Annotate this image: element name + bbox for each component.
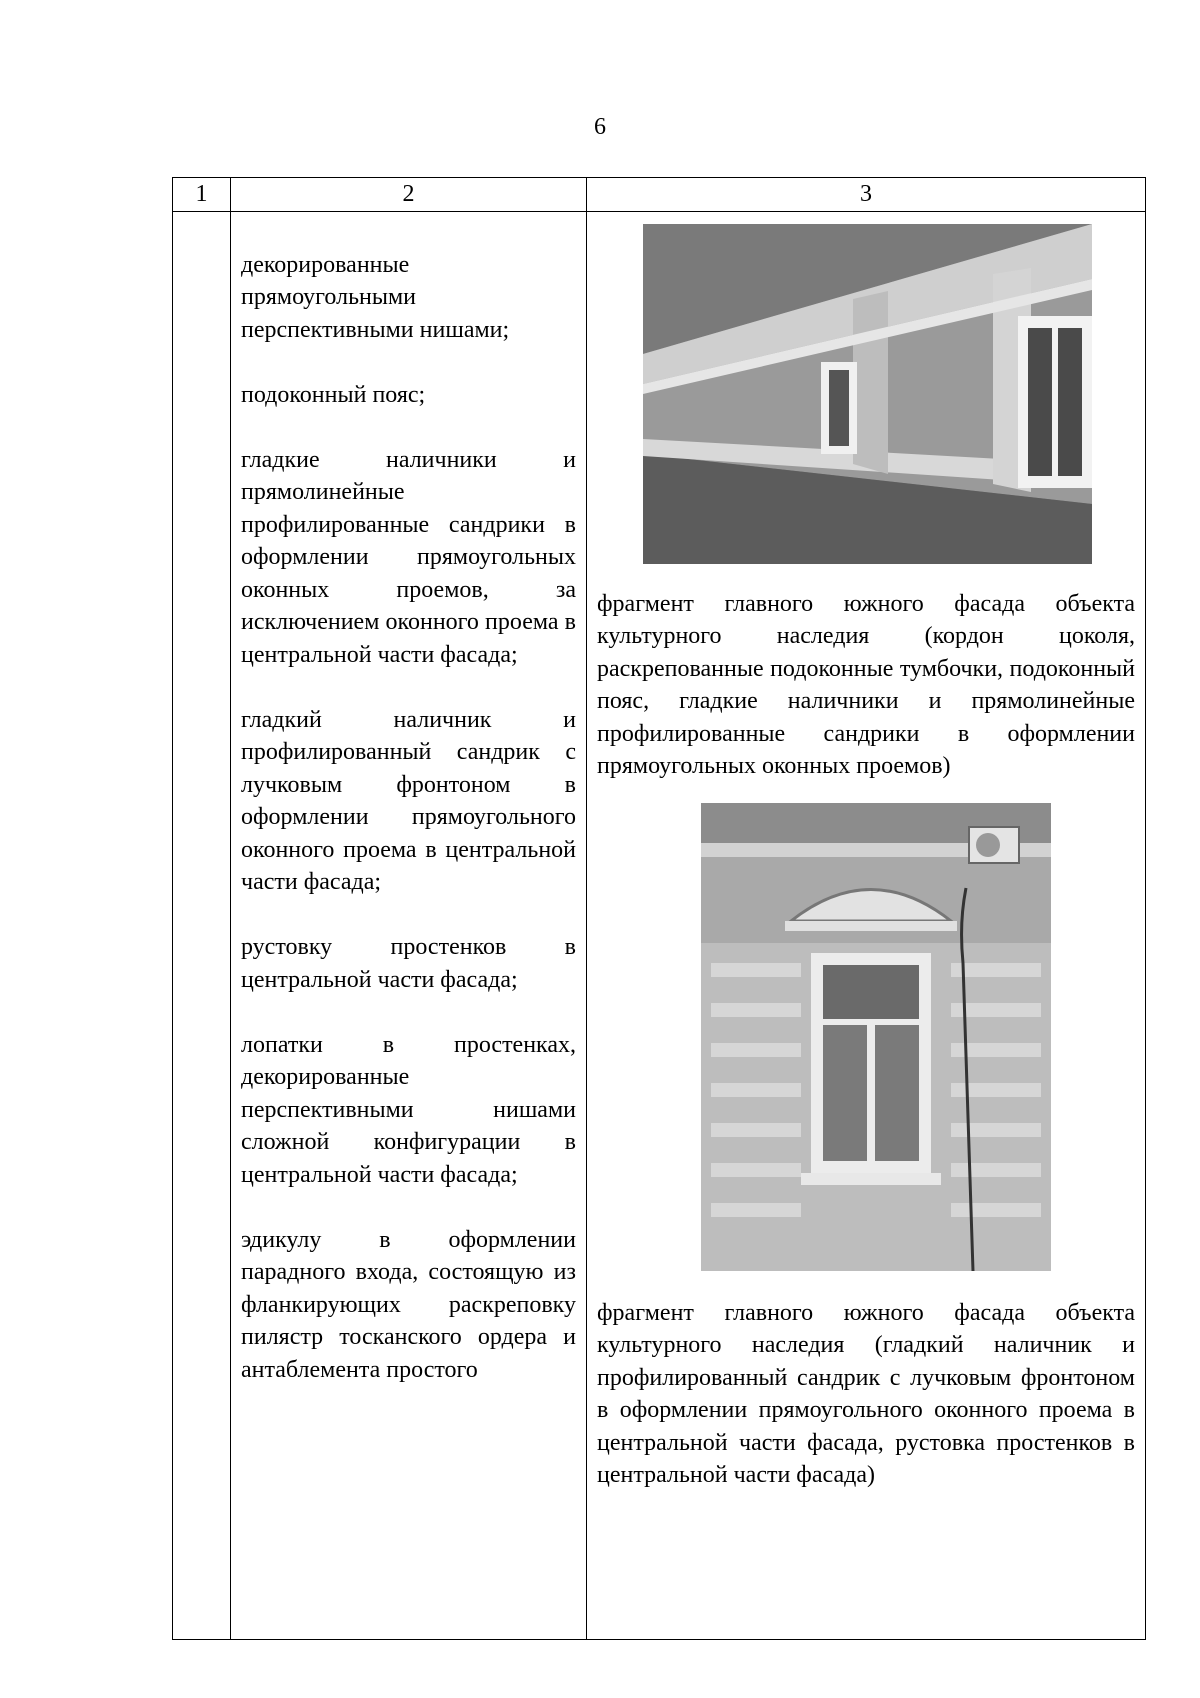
- element-item: лопатки в простенках, декорированные перспективными нишами сложной конфигурации в центральной части фасада;: [241, 1031, 576, 1188]
- table-header-row: [173, 178, 1146, 212]
- element-item: декорированные прямоугольными перспективными нишами;: [241, 251, 510, 343]
- page-number: 6: [594, 114, 606, 140]
- facade-photo-1: [643, 224, 1092, 564]
- number-cell: [173, 211, 231, 1639]
- header-col-2: 2: [231, 178, 587, 212]
- element-item: гладкие наличники и прямолинейные профилированные сандрики в оформлении прямоугольных оконных проемов, за исключением оконного проема в центральной части фасада;: [241, 446, 576, 668]
- element-item: рустовку простенков в центральной части фасада;: [241, 934, 576, 993]
- elements-cell: [231, 211, 587, 1639]
- table-row: [173, 211, 1146, 1639]
- photo-caption-2: фрагмент главного южного фасада объекта культурного наследия (гладкий наличник и профилированный сандрик с лучковым фронтоном в оформлении прямоугольного оконного проема в центральной части фасада, рустовка простенков в центральной части фасада): [597, 1299, 1135, 1488]
- header-col-1: 1: [173, 178, 231, 212]
- facade-photo-2: [701, 803, 1051, 1271]
- element-item: гладкий наличник и профилированный сандрик с лучковым фронтоном в оформлении прямоугольного оконного проема в центральной части фасада;: [241, 706, 576, 895]
- header-col-3: 3: [587, 178, 1146, 212]
- heritage-table: [172, 177, 1146, 1640]
- photo-caption-1: фрагмент главного южного фасада объекта культурного наследия (кордон цоколя, раскрепованные подоконные тумбочки, подоконный пояс, гладкие наличники и прямолинейные профилированные сандрики в оформлении прямоугольных оконных проемов): [597, 590, 1135, 779]
- photos-cell: [587, 211, 1146, 1639]
- element-item: подоконный пояс;: [241, 381, 426, 408]
- element-item: эдикулу в оформлении парадного входа, состоящую из фланкирующих раскреповку пилястр тосканского ордера и антаблемента простого: [241, 1226, 576, 1383]
